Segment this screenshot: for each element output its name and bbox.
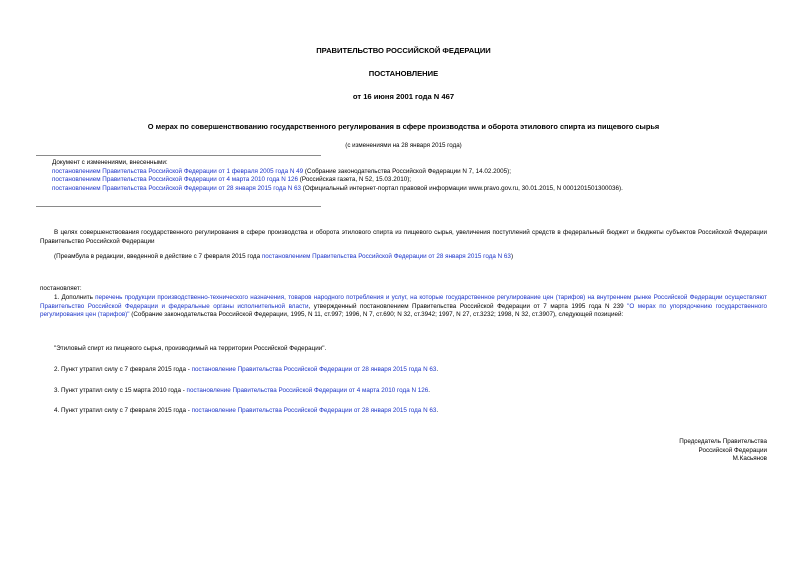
doc-type-heading: ПОСТАНОВЛЕНИЕ xyxy=(368,69,439,78)
amendment-source: (Российская газета, N 52, 15.03.2010); xyxy=(298,176,412,183)
item-3-link[interactable]: постановление Правительства Российской Федерации от 4 марта 2010 года N 126 xyxy=(186,387,429,394)
item-3-prefix: 3. Пункт утратил силу с 15 марта 2010 года - xyxy=(54,387,187,394)
signature-name: М.Касьянов xyxy=(732,455,767,462)
amendment-source: (Официальный интернет-портал правовой информации www.pravo.gov.ru, 30.01.2015, N 0001201501300036). xyxy=(301,184,623,192)
item-1-suffix: (Собрание законодательства Российской Федерации, 1995, N 11, ст.997; 1996, N 7, ст.690; N 32, ст.3942; 1997, N 27, ст.3232; 1998, N 32, ст.3907), следующей позицией: xyxy=(129,311,624,318)
item-1-list-link[interactable]: перечень продукции производственно-технического назначения, товаров народного потребления и услуг, на которые государственное регулирование цен (тарифов) на внутреннем рынке Российской Федерации осуществляют Правительство Российской Федерации и федеральные органы исполнительной власти xyxy=(40,294,767,310)
item-2-link[interactable]: постановление Правительства Российской Федерации от 28 января 2015 года N 63 xyxy=(191,366,437,373)
item-1-prefix: 1. Дополнить xyxy=(54,294,96,301)
top-divider xyxy=(36,155,321,156)
amendment-item xyxy=(52,168,772,177)
amendments-intro: Документ с изменениями, внесенными: xyxy=(52,159,168,166)
government-heading: ПРАВИТЕЛЬСТВО РОССИЙСКОЙ ФЕДЕРАЦИИ xyxy=(316,46,491,55)
amendment-link[interactable]: постановлением Правительства Российской Федерации от 28 января 2015 года N 63 xyxy=(52,184,302,192)
signature-country: Российской Федерации xyxy=(698,446,767,454)
item-4-prefix: 4. Пункт утратил силу с 7 февраля 2015 года - xyxy=(54,407,192,414)
item-4-suffix: . xyxy=(436,407,439,414)
date-number-heading: от 16 июня 2001 года N 467 xyxy=(352,92,455,101)
item-1-decree-link[interactable]: "О мерах по упорядочению государственного регулирования цен (тарифов)" xyxy=(40,302,767,318)
preamble-note-prefix: (Преамбула в редакции, введенной в действие с 7 февраля 2015 года xyxy=(54,253,262,260)
bottom-divider xyxy=(36,206,321,207)
preamble-note-link[interactable]: постановлением Правительства Российской Федерации от 28 января 2015 года N 63 xyxy=(261,253,511,260)
item-4-link[interactable]: постановление Правительства Российской Федерации от 28 января 2015 года N 63 xyxy=(191,407,437,414)
amendments-block xyxy=(52,159,772,193)
item-2 xyxy=(40,366,767,375)
amendment-item xyxy=(52,185,772,194)
edition-note: (с изменениями на 28 января 2015 года) xyxy=(345,142,462,149)
item-3-suffix: . xyxy=(428,387,431,394)
item-4 xyxy=(40,407,767,416)
resolves-text: постановляет: xyxy=(40,285,82,292)
amendment-link[interactable]: постановлением Правительства Российской Федерации от 1 февраля 2005 года N 49 xyxy=(52,167,304,175)
signature-block xyxy=(567,438,767,464)
preamble-note xyxy=(40,253,767,262)
item-1-middle: , утвержденный постановлением Правительства Российской Федерации от 7 марта 1995 года N 239 xyxy=(308,302,628,310)
amendment-source: (Собрание законодательства Российской Федерации N 7, 14.02.2005); xyxy=(303,167,512,175)
position-text: "Этиловый спирт из пищевого сырья, производимый на территории Российской Федерации". xyxy=(54,345,327,352)
amendment-item xyxy=(52,176,772,185)
signature-title: Председатель Правительства xyxy=(679,438,767,445)
preamble-text: В целях совершенствования государственного регулирования в сфере производства и оборота этилового спирта из пищевого сырья, увеличения поступлений средств в федеральный бюджет и бюджеты субъектов Российской Федерации Правительство Российской Федерации xyxy=(40,229,767,245)
item-2-prefix: 2. Пункт утратил силу с 7 февраля 2015 года - xyxy=(54,366,192,373)
item-3 xyxy=(40,387,767,396)
amendment-link[interactable]: постановлением Правительства Российской Федерации от 4 марта 2010 года N 126 xyxy=(52,176,299,183)
item-1 xyxy=(40,294,767,320)
preamble-note-suffix: ) xyxy=(510,253,514,260)
document-title: О мерах по совершенствованию государственного регулирования в сфере производства и оборота этилового спирта из пищевого сырья xyxy=(147,122,660,131)
item-2-suffix: . xyxy=(436,366,439,373)
